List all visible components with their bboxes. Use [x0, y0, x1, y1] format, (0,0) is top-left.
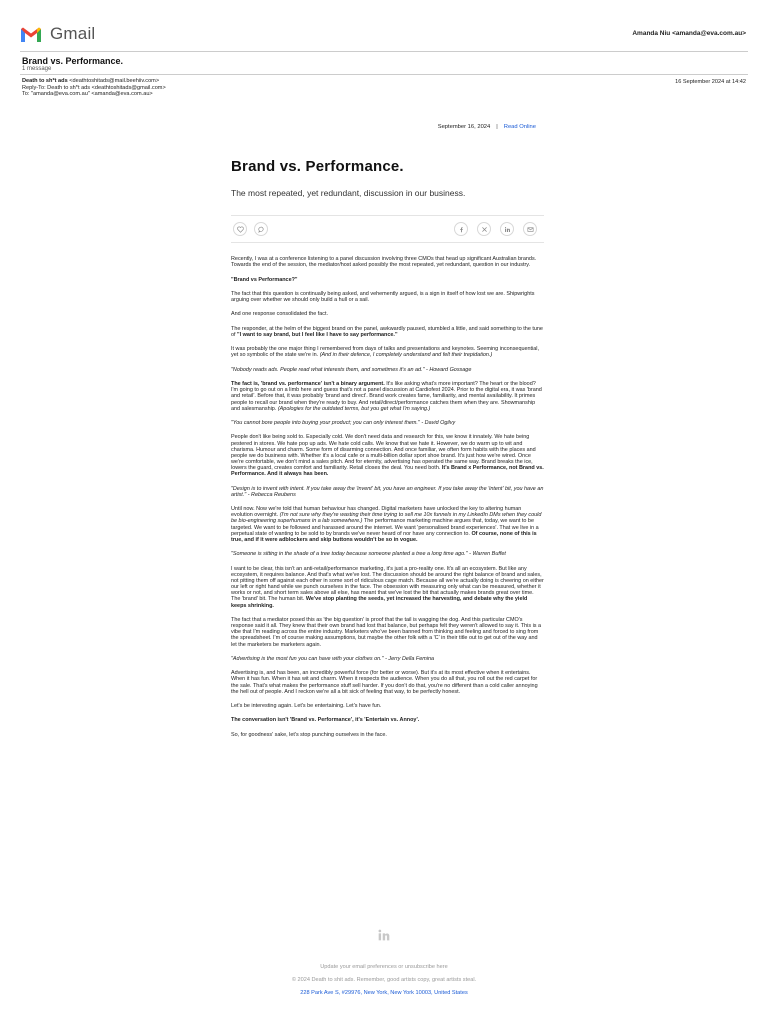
message-date: 16 September 2024 at 14:42: [675, 79, 746, 85]
paragraph: The responder, at the helm of the biggest brand on the panel, awkwardly paused, stumbled a little, and said something to the tune of "I want to say brand, but I feel like I have to say performance.": [231, 325, 543, 338]
newsletter-body: [231, 256, 544, 738]
newsletter-date: September 16, 2024: [437, 124, 491, 130]
linkedin-icon[interactable]: [377, 928, 391, 942]
linkedin-icon[interactable]: [500, 222, 514, 236]
reply-to: Reply-To: Death to sh*t ads <deathtoshitads@gmail.com>: [22, 84, 166, 91]
paragraph: Recently, I was at a conference listening to a panel discussion involving three CMOs that head up significant Australian brands. Towards the end of the session, the mediator/host asked possibly the most repeated, yet redundant, question in our industry.: [231, 256, 537, 269]
meta-separator: |: [496, 124, 498, 130]
paragraph: The fact that a mediator posed this as 'the big question' is proof that the tail is wagging the dog. And this particular CMO's response said it all. They knew that their own brand had lost that balance, but perhaps felt they weren't allowed to say it. This is a vibe that I'm reading across the entire industry. Marketers who've been banned from thinking and feeling and forced to sing from the spreadsheet. I'm of course making assumptions, but maybe the other folk with a 'C' in their title out to get out of the way and let the marketers be marketers again.: [231, 616, 542, 648]
quote: "Someone is sitting in the shade of a tree today because someone planted a tree a long time ago." - Warren Buffet: [231, 551, 506, 558]
paragraph: So, for goodness' sake, let's stop punching ourselves in the face.: [231, 731, 387, 738]
paragraph: Until now. Now we're told that human behaviour has changed. Digital marketers have unlocked the key to altering human evolution overnight. (I'm not sure why they're wasting their time trying to sell me 10x funnels in my LinkedIn DMs when they could be bio-engineering superhumans in a lab somewhere.) The performance marketing machine argues that, today, we want to be targeted. We want to be followed and harassed around the internet. We want 'personalised brand experiences'. That we live in a perpetual state of wanting to be sold to by brands we've never heard of nor have any connection to. Of course, none of this is true, and if it were adblockers and skip buttons wouldn't be so in vogue.: [231, 506, 542, 543]
newsletter-title: Brand vs. Performance.: [231, 158, 404, 175]
message-header: [22, 78, 166, 98]
quote: "Advertising is the most fun you can have with your clothes on." - Jerry Della Femina: [231, 655, 435, 662]
paragraph: The fact that this question is continually being asked, and vehemently argued, is a sign in itself of how lost we are. Shipwrights arguing over whether we should only build a hull or a sail.: [231, 290, 535, 303]
gmail-m-icon: [20, 26, 42, 43]
paragraph: Let's be interesting again. Let's be entertaining. Let's have fun.: [231, 703, 382, 709]
sender-address: <deathtoshitads@mail.beehiiv.com>: [69, 78, 160, 84]
paragraph: "Brand vs Performance?": [231, 276, 298, 283]
paragraph: The fact is, 'brand vs. performance' isn't a binary argument. It's like asking what's more important? The heart or the blood? I'm going to go out on a limb here and guess that's not a panel discussion at Cardiofest 2024. Prior to the digital era, it was 'brand and retail'. Before that, it was probably 'brand and direct'. Brand work creates fame, familiarity, and mental availability. It primes people to recall our brand when they're ready to buy. And retail/direct/performance catches them when they are. Showmanship and salesmanship. (Apologies for the outdated terms, but you get what I'm saying.): [231, 381, 542, 412]
facebook-icon[interactable]: [454, 222, 468, 236]
sender-name: Death to sh*t ads: [22, 78, 68, 84]
gmail-logo: [20, 24, 95, 44]
copyright: © 2024 Death to shit ads. Remember, good artists copy, great artists steal.: [291, 977, 477, 983]
email-icon[interactable]: [523, 222, 537, 236]
x-icon[interactable]: [477, 222, 491, 236]
heart-icon[interactable]: [233, 222, 247, 236]
app-name: Gmail: [50, 24, 96, 43]
recipient: To: "amanda@eva.com.au" <amanda@eva.com.au>: [22, 91, 153, 98]
preferences-link[interactable]: Update your email preferences or unsubscribe here: [320, 964, 448, 970]
quote: "Design is to invent with intent. If you take away the 'invent' bit, you have an engineer. If you take away the 'intent' bit, you have an artist." - Rebecca Reubens: [231, 485, 544, 498]
message-count: 1 message: [22, 66, 52, 72]
quote: "You cannot bore people into buying your product; you can only interest them." - David Ogilvy: [231, 420, 456, 426]
account-label: Amanda Niu <amanda@eva.com.au>: [632, 30, 746, 37]
newsletter-meta: [231, 124, 536, 130]
share-bar: [231, 215, 544, 243]
paragraph: The conversation isn't 'Brand vs. Performance', it's 'Entertain vs. Annoy'.: [231, 717, 420, 724]
paragraph: And one response consolidated the fact.: [231, 311, 329, 318]
paragraph: I want to be clear, this isn't an anti-retail/performance marketing, it's just a pro-reality one. It's all an ecosystem. But like any ecosystem, it requires balance. And that's what we've lost. The discussion should be around the right balance of brand and sales, not pitting them off against each other in some sort of ridiculous cage match. Because all we're actually doing is cheering on either our left or right hand while we punch ourselves in the face. The obsession with measuring only what can be measured, whether it works or not, and short term sales above all else, has meant that we've lost the bit that actually makes brands great over time. The 'brand' bit. The human bit. We've stop planting the seeds, yet increased the harvesting, and debate why the yield keeps shrinking.: [231, 565, 544, 609]
divider: [20, 51, 748, 52]
divider: [20, 74, 748, 75]
thread-subject: Brand vs. Performance.: [22, 56, 124, 66]
newsletter-subtitle: The most repeated, yet redundant, discussion in our business.: [231, 188, 466, 198]
paragraph: Advertising is, and has been, an incredibly powerful force (for better or worse). But it's at its most effective when it entertains. When it has fun. When it has wit and charm. When it respects the audience. When you do all that, you roll out the red carpet for the sale. That's what makes the performance stuff sell harder. If you don't do that, you're no different than a cold caller annoying the hell out of people. And I reckon we're all a bit sick of feeling that way, to be perfectly honest.: [231, 670, 538, 695]
newsletter: [231, 124, 544, 746]
comment-icon[interactable]: [254, 222, 268, 236]
postal-address[interactable]: 228 Park Ave S, #29976, New York, New York 10003, United States: [300, 990, 468, 996]
read-online-link[interactable]: Read Online: [503, 124, 536, 130]
quote: "Nobody reads ads. People read what interests them, and sometimes it's an ad." - Howard Gossage: [231, 366, 472, 373]
footer-linkedin[interactable]: [0, 928, 768, 944]
paragraph: People don't like being sold to. Especially cold. We don't need data and research for this, we know it innately. We hate being pestered in stores. We hate pop up ads. We hate cold calls. We know that we hate it. However, we do warm up to wit and charisma. Humour and charm. Some form of disarming connection. And once familiar, we often form habits with the places and people we do business with. Whether it's a local cafe or a multi-billion dollar sport shoe brand. It's just how we're wired. Once we're comfortable, we don't mind a sales pitch. And for eternity, advertising has operated the same way. Brand breaks the ice, lowers the guard, creates comfort and familiarity. Retail closes the deal. You need both. It's Brand x Performance, not Brand vs. Performance. And it always has been.: [231, 434, 544, 478]
paragraph: It was probably the one major thing I remembered from days of talks and presentations and keynotes. Seeming inconsequential, yet so symbolic of the state we're in. (And in their defence, I completely understand and felt their trepidation.): [231, 346, 539, 359]
